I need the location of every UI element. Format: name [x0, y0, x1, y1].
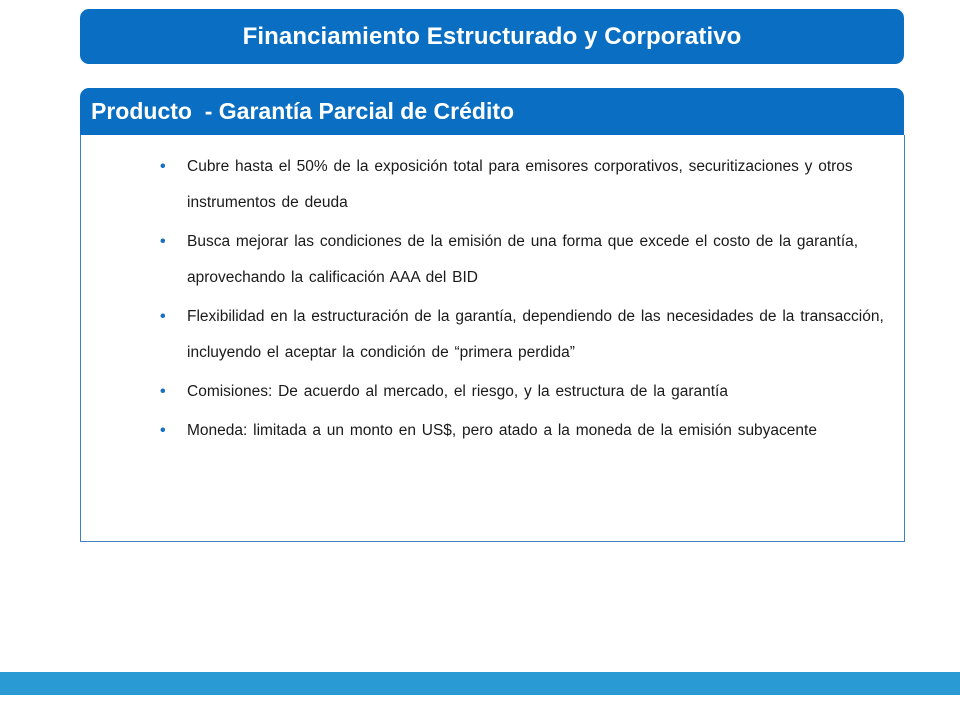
bullet-text: Comisiones: De acuerdo al mercado, el riesgo, y la estructura de la garantía	[187, 383, 728, 400]
section-header	[80, 88, 904, 135]
bullet-item	[148, 413, 890, 449]
content-box	[80, 135, 905, 542]
bullet-item	[148, 299, 890, 371]
bullet-text: Cubre hasta el 50% de la exposición total para emisores corporativos, securitizaciones y otros instrumentos de deuda	[187, 158, 853, 211]
bullet-text: Busca mejorar las condiciones de la emisión de una forma que excede el costo de la garantía, aprovechando la calificación AAA del BID	[187, 233, 859, 286]
slide-title: Financiamiento Estructurado y Corporativo	[242, 22, 742, 50]
title-banner	[80, 9, 904, 64]
bullet-text: Moneda: limitada a un monto en US$, pero atado a la moneda de la emisión subyacente	[187, 422, 817, 439]
bullet-item	[148, 374, 890, 410]
bullet-icon: •	[160, 233, 166, 250]
bullet-item	[148, 224, 890, 296]
bullet-text: Flexibilidad en la estructuración de la garantía, dependiendo de las necesidades de la transacción, incluyendo el aceptar la condición de “primera perdida”	[187, 308, 884, 361]
bullet-icon: •	[160, 383, 166, 400]
bullet-item	[148, 149, 890, 221]
bullet-list	[148, 149, 890, 452]
section-title: Producto - Garantía Parcial de Crédito	[91, 98, 515, 124]
footer-bar	[0, 672, 960, 695]
bullet-icon: •	[160, 422, 166, 439]
bullet-icon: •	[160, 158, 166, 175]
bullet-icon: •	[160, 308, 166, 325]
